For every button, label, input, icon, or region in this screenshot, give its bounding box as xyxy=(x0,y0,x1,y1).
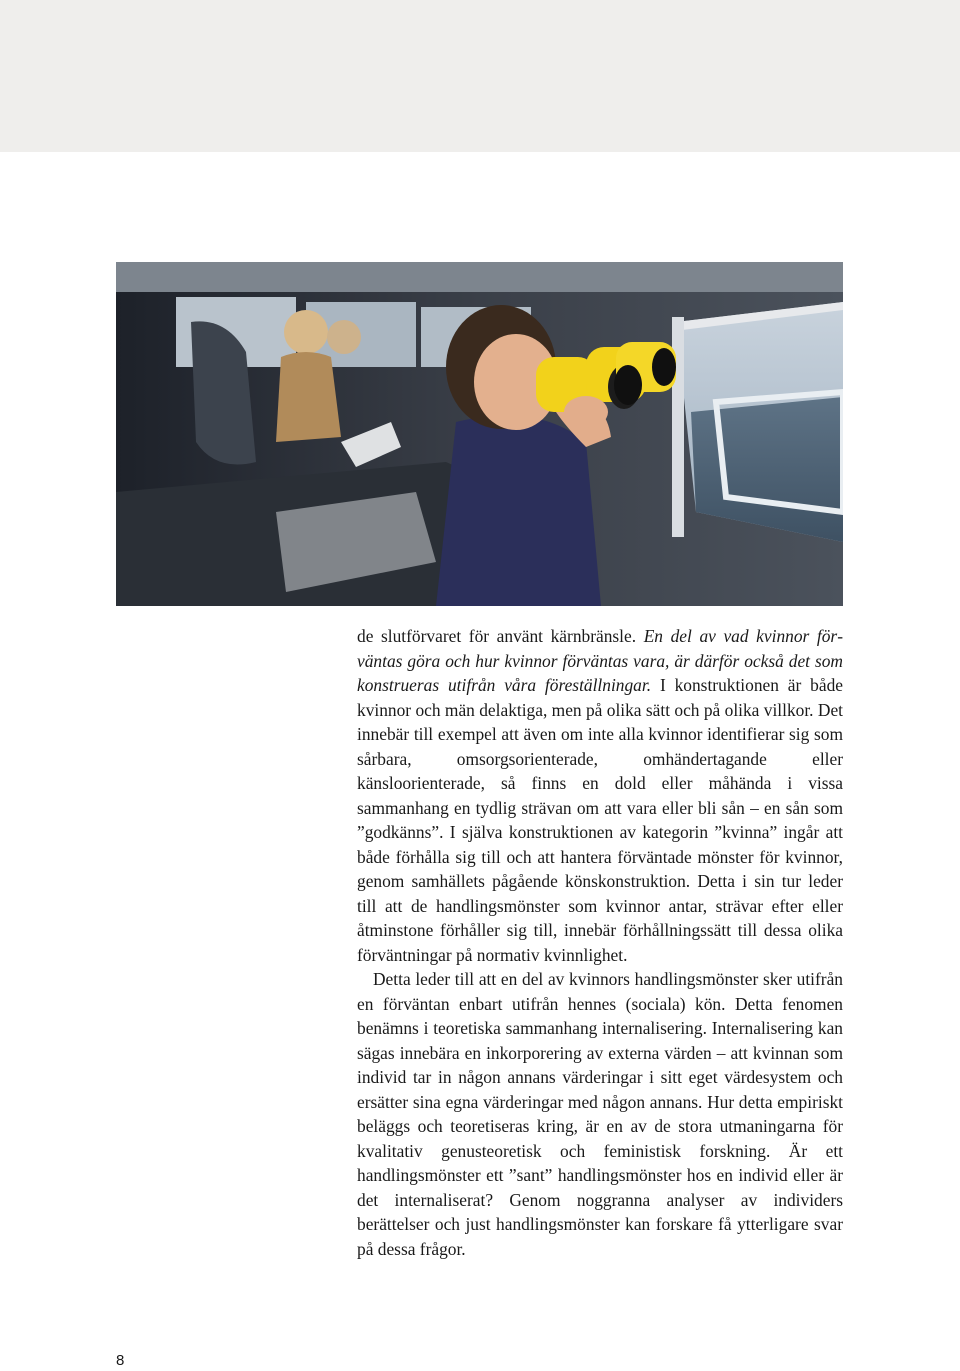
paragraph-2: Detta leder till att en del av kvinnors handlingsmönster sker utifrån en förväntan enbart utifrån hennes (sociala) kön. Detta fenomen benämns i teoretiska sammanhang internalisering. Internalisering kan sägas innebära en inkorporering av externa värden – att kvinnan som individ tar in någon annans värderingar i sitt eget värdesystem och ersätter sina egna värderingar med någon annans. Hur detta empiriskt beläggs och teoretiseras kring, är en av de stora utmaningarna för kvalitativ genusteoretisk och feministisk forskning. Är ett handlingsmönster ett ”sant” handlingsmönster hos en individ eller är det internaliserat? Genom noggranna analyser av individers berättelser och just handlingsmönster kan forskare få ytterligare svar på dessa frågor. xyxy=(357,969,843,1259)
paragraph-1-start: de slutförvaret för använt kärnbränsle. xyxy=(357,626,644,646)
paragraph-1-italic: En del av vad kvinnor förväntas göra och hur kvinnor förväntas vara, är därför också det som konstrueras utifrån våra föreställningar. xyxy=(357,626,843,695)
paragraph-1 xyxy=(357,624,843,967)
body-text xyxy=(357,624,843,1261)
header-band xyxy=(0,0,960,152)
photo-child-with-binoculars xyxy=(116,262,843,606)
paragraph-1-rest: I konstruktionen är både kvinnor och män delaktiga, men på olika sätt och på olika villkor. Det innebär till exempel att även om inte alla kvinnor identifierar sig som sårbara, omsorgsorienterade, omhändertagande eller känsloorienterade, så finns en dold eller måhända i vissa sammanhang en tydlig strävan om att vara eller bli sån – en sån som ”godkänns”. I själva konstruktionen av kategorin ”kvinna” ingår att både förhålla sig till och att hantera förväntade mönster för kvinnor, genom samhällets pågående könskonstruktion. Detta i sin tur leder till att de handlingsmönster som kvinnor antar, strävar efter eller åtminstone förhåller sig till, innebär förhållningssätt till dessa olika förväntningar på normativ kvinnlighet. xyxy=(357,675,843,965)
photo-illustration xyxy=(116,262,843,606)
page-number: 8 xyxy=(116,1352,125,1369)
